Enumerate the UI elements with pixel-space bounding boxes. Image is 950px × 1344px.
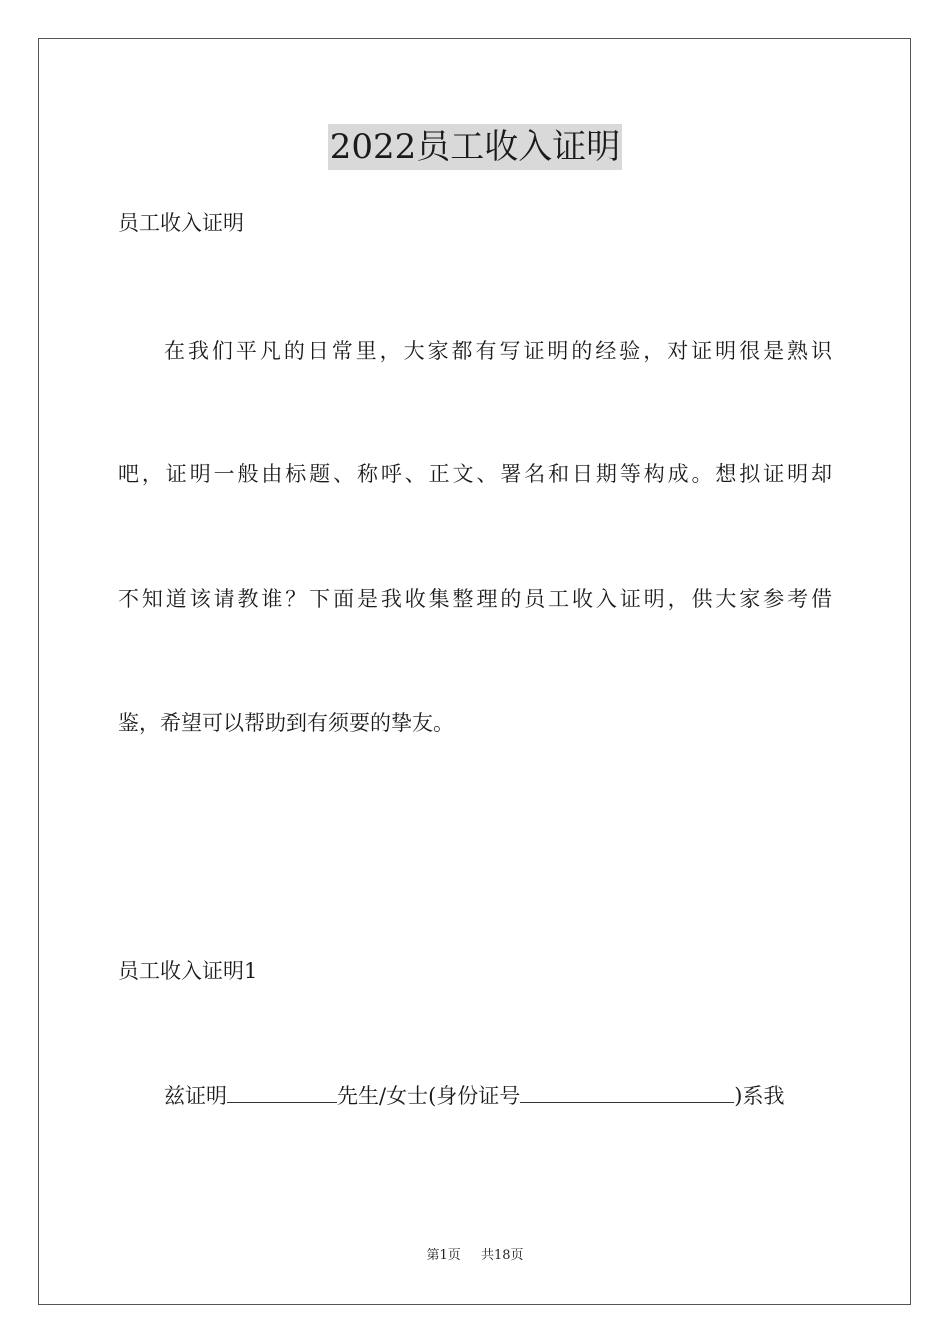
cert-text-3: )系我 — [734, 1084, 785, 1108]
intro-line-2: 吧，证明一般由标题、称呼、正文、署名和日期等构成。想拟证明却 — [118, 462, 832, 486]
name-blank — [227, 1084, 337, 1103]
intro-line-4: 鉴，希望可以帮助到有须要的挚友。 — [118, 711, 454, 735]
page-footer — [0, 1247, 950, 1265]
section-heading: 员工收入证明1 — [118, 959, 258, 983]
cert-text-1: 兹证明 — [164, 1084, 227, 1108]
title-container — [0, 124, 950, 170]
document-subtitle: 员工收入证明 — [118, 211, 244, 235]
document-title: 2022员工收入证明 — [328, 124, 623, 170]
total-pages: 共18页 — [480, 1248, 524, 1263]
cert-text-2: 先生/女士(身份证号 — [337, 1084, 521, 1108]
id-number-blank — [520, 1084, 734, 1103]
intro-line-3: 不知道该请教谁？下面是我收集整理的员工收入证明，供大家参考借 — [118, 587, 832, 611]
certification-line — [164, 1081, 784, 1111]
intro-line-1: 在我们平凡的日常里，大家都有写证明的经验，对证明很是熟识 — [164, 339, 832, 363]
page-number: 第1页 — [426, 1248, 461, 1263]
